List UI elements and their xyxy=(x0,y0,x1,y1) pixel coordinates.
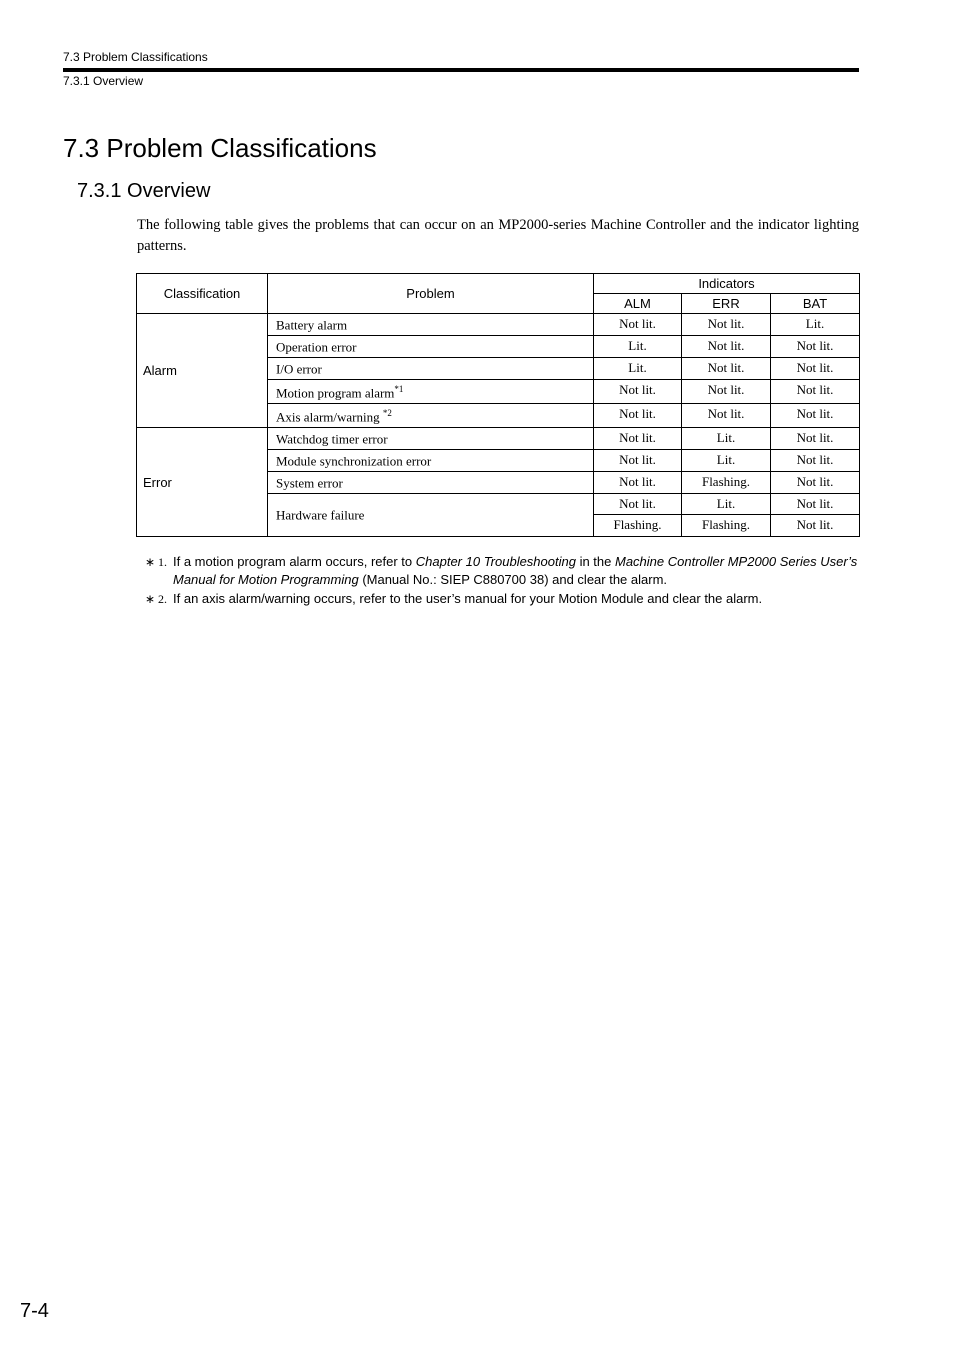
err-cell: Not lit. xyxy=(682,314,771,336)
alm-cell: Not lit. xyxy=(594,472,682,494)
header-bat: BAT xyxy=(771,294,860,314)
page-number: 7-4 xyxy=(20,1300,49,1322)
classification-error: Error xyxy=(137,428,268,537)
bat-cell: Not lit. xyxy=(771,515,860,537)
bat-cell: Lit. xyxy=(771,314,860,336)
header-indicators: Indicators xyxy=(594,274,860,294)
err-cell: Not lit. xyxy=(682,358,771,380)
err-cell: Flashing. xyxy=(682,515,771,537)
section-title: 7.3.1 Overview xyxy=(77,180,211,202)
footnote-mark: ∗ 2. xyxy=(145,592,168,606)
err-cell: Not lit. xyxy=(682,404,771,428)
bat-cell: Not lit. xyxy=(771,404,860,428)
footnote-mark: ∗ 1. xyxy=(145,555,168,569)
page-title: 7.3 Problem Classifications xyxy=(63,133,377,163)
bat-cell: Not lit. xyxy=(771,428,860,450)
header-classification: Classification xyxy=(137,274,268,314)
alm-cell: Not lit. xyxy=(594,450,682,472)
err-cell: Flashing. xyxy=(682,472,771,494)
err-cell: Not lit. xyxy=(682,336,771,358)
alm-cell: Not lit. xyxy=(594,428,682,450)
problem-cell: Watchdog timer error xyxy=(268,428,594,450)
problem-cell: Axis alarm/warning $^{*2}$ xyxy=(268,404,594,428)
alm-cell: Lit. xyxy=(594,336,682,358)
bat-cell: Not lit. xyxy=(771,472,860,494)
footnote-text: If an axis alarm/warning occurs, refer to the user’s manual for your Motion Module and clear the alarm. xyxy=(173,591,763,606)
intro-paragraph: The following table gives the problems that can occur on an MP2000-series Machine Controller and the indicator lighting patterns. xyxy=(137,217,859,254)
bat-cell: Not lit. xyxy=(771,336,860,358)
err-cell: Not lit. xyxy=(682,380,771,404)
header-problem: Problem xyxy=(268,274,594,314)
problem-cell: Battery alarm xyxy=(268,314,594,336)
bat-cell: Not lit. xyxy=(771,358,860,380)
classification-alarm: Alarm xyxy=(137,314,268,428)
header-alm: ALM xyxy=(594,294,682,314)
header-err: ERR xyxy=(682,294,771,314)
footnote-2 xyxy=(145,590,860,608)
running-header-section: 7.3 Problem Classifications xyxy=(63,50,208,64)
problem-cell: Motion program alarm$^{*1}$ xyxy=(268,380,594,404)
bat-cell: Not lit. xyxy=(771,494,860,515)
problem-cell: Operation error xyxy=(268,336,594,358)
alm-cell: Flashing. xyxy=(594,515,682,537)
alm-cell: Not lit. xyxy=(594,380,682,404)
header-rule xyxy=(63,68,859,72)
err-cell: Lit. xyxy=(682,450,771,472)
problem-cell: System error xyxy=(268,472,594,494)
err-cell: Lit. xyxy=(682,494,771,515)
problem-cell: Hardware failure xyxy=(268,494,594,537)
footnotes xyxy=(145,553,860,608)
footnote-1 xyxy=(145,553,860,589)
alm-cell: Not lit. xyxy=(594,314,682,336)
footnote-text: If a motion program alarm occurs, refer to Chapter 10 Troubleshooting in the Machine Controller MP2000 Series User’s Manual for Motion Programming (Manual No.: SIEP C880700 38) and clear the alarm. xyxy=(173,554,858,587)
bat-cell: Not lit. xyxy=(771,450,860,472)
problem-table xyxy=(136,273,860,537)
err-cell: Lit. xyxy=(682,428,771,450)
table-row xyxy=(137,314,860,336)
bat-cell: Not lit. xyxy=(771,380,860,404)
alm-cell: Not lit. xyxy=(594,494,682,515)
running-header-subsection: 7.3.1 Overview xyxy=(63,74,144,88)
alm-cell: Lit. xyxy=(594,358,682,380)
table-row xyxy=(137,428,860,450)
alm-cell: Not lit. xyxy=(594,404,682,428)
problem-cell: Module synchronization error xyxy=(268,450,594,472)
problem-cell: I/O error xyxy=(268,358,594,380)
